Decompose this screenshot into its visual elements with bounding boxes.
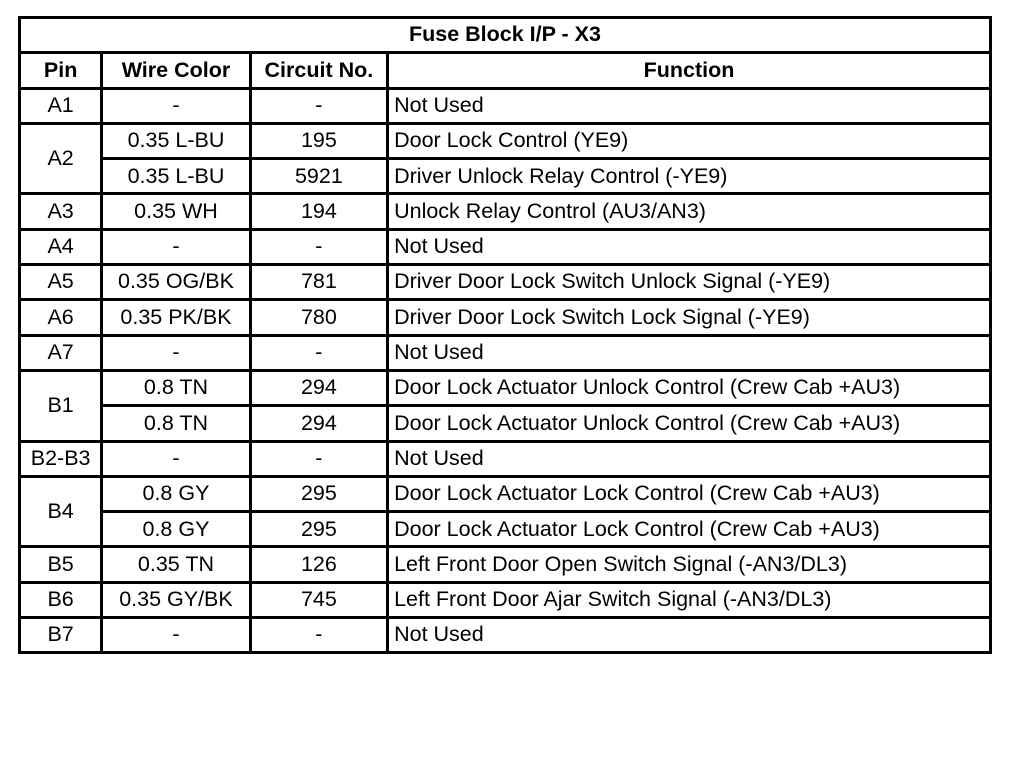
pin-cell: B2-B3 [20, 441, 102, 476]
table-row [20, 265, 991, 300]
wire-color-cell: - [102, 335, 250, 370]
wire-color-cell: - [102, 618, 250, 653]
header-row [20, 53, 991, 88]
pin-cell: B1 [20, 370, 102, 441]
circuit-number-cell: - [250, 441, 387, 476]
wire-color-cell: 0.35 TN [102, 547, 250, 582]
wire-color-cell: 0.8 TN [102, 406, 250, 441]
table-body [20, 88, 991, 653]
circuit-number-cell: 781 [250, 265, 387, 300]
function-cell: Not Used [388, 618, 991, 653]
table-row [20, 582, 991, 617]
table-row [20, 194, 991, 229]
table-row [20, 229, 991, 264]
circuit-number-cell: 194 [250, 194, 387, 229]
circuit-number-cell: - [250, 618, 387, 653]
wire-color-cell: 0.35 GY/BK [102, 582, 250, 617]
table-row [20, 476, 991, 511]
pin-cell: A5 [20, 265, 102, 300]
function-cell: Door Lock Control (YE9) [388, 123, 991, 158]
table-row [20, 618, 991, 653]
pin-cell: A1 [20, 88, 102, 123]
circuit-number-cell: 745 [250, 582, 387, 617]
pin-cell: A3 [20, 194, 102, 229]
wire-color-cell: 0.35 WH [102, 194, 250, 229]
header-function: Function [388, 53, 991, 88]
circuit-number-cell: - [250, 88, 387, 123]
circuit-number-cell: 195 [250, 123, 387, 158]
circuit-number-cell: 780 [250, 300, 387, 335]
pin-cell: A4 [20, 229, 102, 264]
function-cell: Not Used [388, 335, 991, 370]
circuit-number-cell: 295 [250, 512, 387, 547]
pin-cell: B7 [20, 618, 102, 653]
circuit-number-cell: 294 [250, 370, 387, 405]
table-row [20, 370, 991, 405]
connector-pinout-table [18, 16, 992, 654]
circuit-number-cell: 5921 [250, 159, 387, 194]
table-row [20, 406, 991, 441]
pin-cell: A7 [20, 335, 102, 370]
function-cell: Not Used [388, 229, 991, 264]
function-cell: Not Used [388, 88, 991, 123]
table-row [20, 88, 991, 123]
header-circuit-no: Circuit No. [250, 53, 387, 88]
circuit-number-cell: 294 [250, 406, 387, 441]
function-cell: Door Lock Actuator Lock Control (Crew Cab +AU3) [388, 512, 991, 547]
circuit-number-cell: 295 [250, 476, 387, 511]
function-cell: Driver Door Lock Switch Lock Signal (-YE9) [388, 300, 991, 335]
pin-cell: A6 [20, 300, 102, 335]
table-row [20, 335, 991, 370]
table-row [20, 123, 991, 158]
function-cell: Driver Door Lock Switch Unlock Signal (-YE9) [388, 265, 991, 300]
function-cell: Left Front Door Open Switch Signal (-AN3/DL3) [388, 547, 991, 582]
table-row [20, 441, 991, 476]
function-cell: Door Lock Actuator Unlock Control (Crew Cab +AU3) [388, 370, 991, 405]
function-cell: Driver Unlock Relay Control (-YE9) [388, 159, 991, 194]
table-row [20, 547, 991, 582]
table-row [20, 159, 991, 194]
pin-cell: B5 [20, 547, 102, 582]
wire-color-cell: 0.8 GY [102, 476, 250, 511]
circuit-number-cell: - [250, 335, 387, 370]
wire-color-cell: 0.35 L-BU [102, 159, 250, 194]
table-row [20, 300, 991, 335]
header-pin: Pin [20, 53, 102, 88]
pin-cell: B6 [20, 582, 102, 617]
wire-color-cell: - [102, 441, 250, 476]
wire-color-cell: 0.8 GY [102, 512, 250, 547]
function-cell: Unlock Relay Control (AU3/AN3) [388, 194, 991, 229]
table-row [20, 512, 991, 547]
title-row [20, 18, 991, 53]
function-cell: Door Lock Actuator Lock Control (Crew Cab +AU3) [388, 476, 991, 511]
header-wire-color: Wire Color [102, 53, 250, 88]
circuit-number-cell: 126 [250, 547, 387, 582]
wire-color-cell: 0.8 TN [102, 370, 250, 405]
wire-color-cell: 0.35 PK/BK [102, 300, 250, 335]
function-cell: Door Lock Actuator Unlock Control (Crew Cab +AU3) [388, 406, 991, 441]
wire-color-cell: - [102, 229, 250, 264]
table-title: Fuse Block I/P - X3 [20, 18, 991, 53]
function-cell: Left Front Door Ajar Switch Signal (-AN3/DL3) [388, 582, 991, 617]
wire-color-cell: - [102, 88, 250, 123]
wire-color-cell: 0.35 L-BU [102, 123, 250, 158]
pin-cell: B4 [20, 476, 102, 547]
wire-color-cell: 0.35 OG/BK [102, 265, 250, 300]
circuit-number-cell: - [250, 229, 387, 264]
pin-cell: A2 [20, 123, 102, 194]
function-cell: Not Used [388, 441, 991, 476]
